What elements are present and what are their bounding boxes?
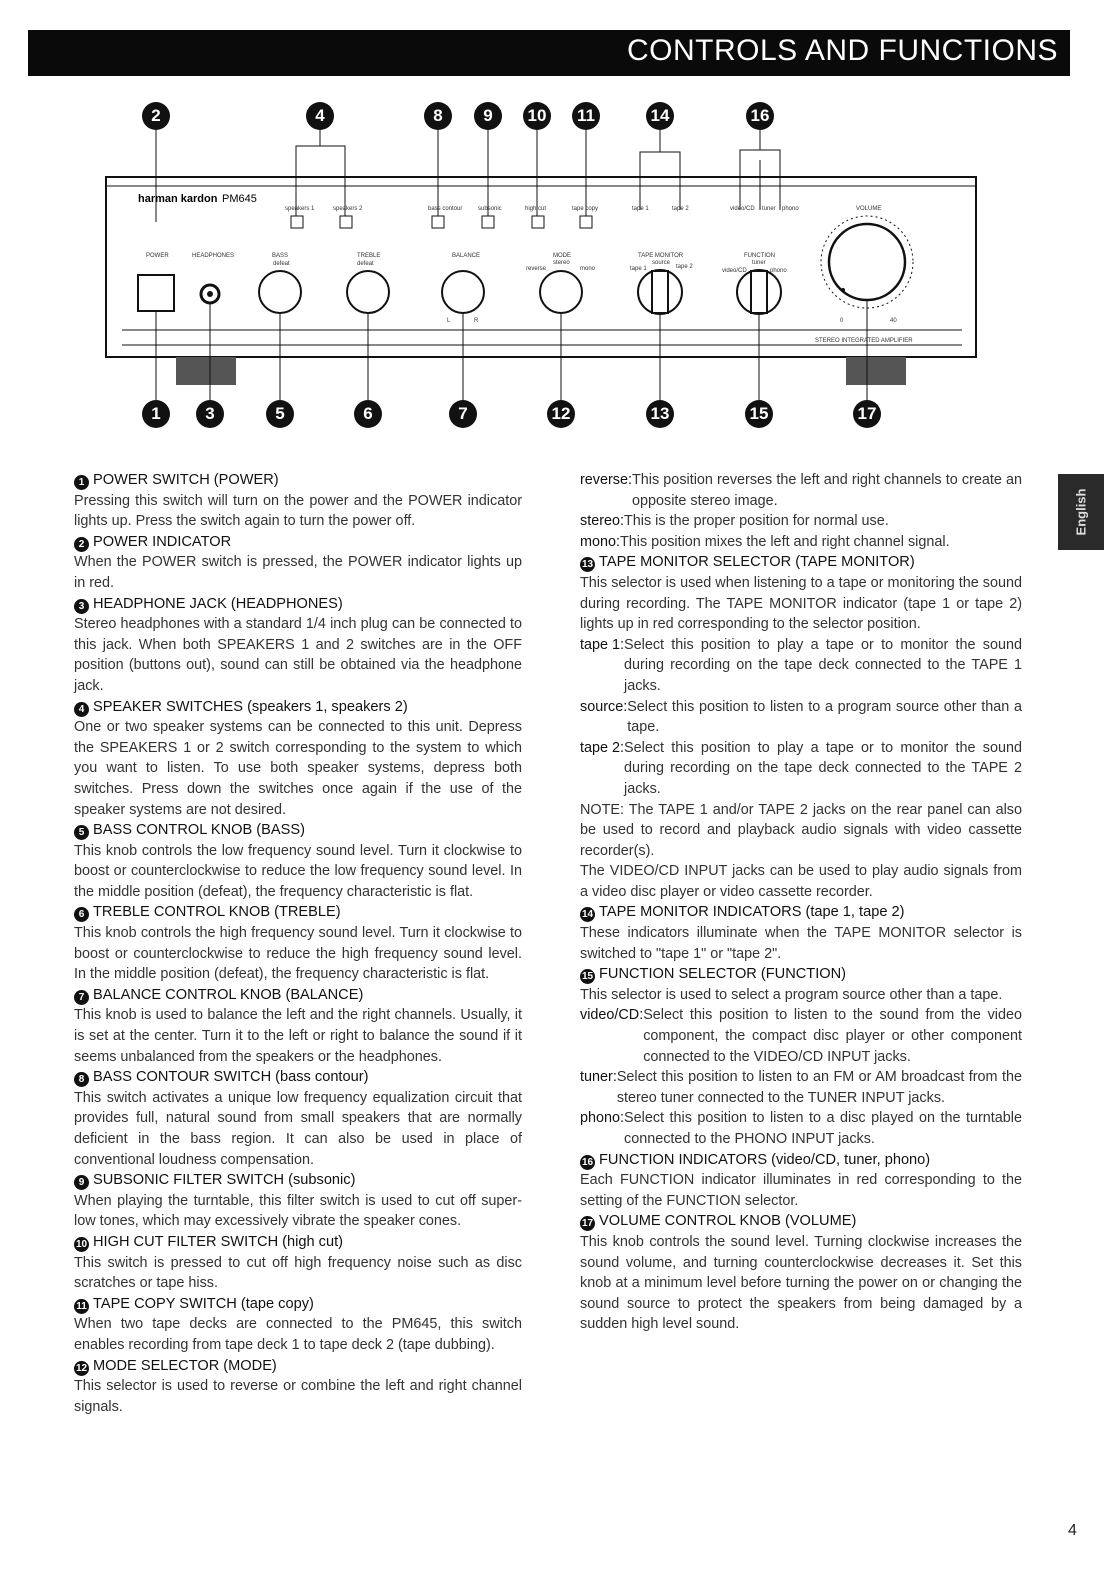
section-number: 1 xyxy=(74,475,89,490)
callout-4: 4 xyxy=(306,102,334,130)
section-volume-knob xyxy=(580,1211,1022,1335)
section-speaker-switches xyxy=(74,697,522,821)
power-switch xyxy=(138,275,174,311)
section-body: This switch is pressed to cut off high frequency noise such as disc scratches or tape hiss. xyxy=(74,1254,522,1292)
section-number: 12 xyxy=(75,1362,88,1374)
label-volume: VOLUME xyxy=(856,206,882,212)
section-treble-knob xyxy=(74,902,522,984)
section-tape-monitor-indicators xyxy=(580,902,1022,964)
section-body: This selector is used when listening to a tape or monitoring the sound during recording. The TAPE MONITOR indicator (tape 1 or tape 2) lights up in red corresponding to the selector position. xyxy=(580,574,1022,633)
def-desc: Select this position to play a tape or to monitor the sound during recording on the tape deck connected to the TAPE 2 jacks. xyxy=(624,739,1022,797)
section-body: This selector is used to reverse or combine the left and right channel signals. xyxy=(74,1378,522,1415)
def-sep: : xyxy=(639,1007,644,1024)
section-title: BASS CONTROL KNOB (BASS) xyxy=(93,822,305,839)
section-balance-knob xyxy=(74,985,522,1067)
section-number: 8 xyxy=(74,1072,89,1087)
callout-16: 16 xyxy=(746,102,774,130)
callout-13: 13 xyxy=(646,400,674,428)
page-title: CONTROLS AND FUNCTIONS xyxy=(626,34,1058,67)
section-title: HEADPHONE JACK (HEADPHONES) xyxy=(93,595,343,612)
label-vol-min: 0 xyxy=(840,318,844,324)
high-cut-button xyxy=(532,216,544,228)
section-function-selector xyxy=(580,964,1022,1149)
language-tab-label: English xyxy=(1073,488,1089,536)
section-number: 9 xyxy=(74,1175,89,1190)
callout-7: 7 xyxy=(449,400,477,428)
section-number: 10 xyxy=(75,1238,88,1250)
section-title: TAPE MONITOR SELECTOR (TAPE MONITOR) xyxy=(599,554,915,571)
callout-2: 2 xyxy=(142,102,170,130)
section-function-indicators xyxy=(580,1150,1022,1212)
section-title: POWER INDICATOR xyxy=(93,533,232,550)
section-body: One or two speaker systems can be connected to this unit. Depress the SPEAKERS 1 or 2 switch corresponding to the system to which you want to listen. To use both speaker systems, depress both switches. Press down the switches once again if the use of the speaker systems are not desired. xyxy=(74,719,522,818)
label-bass-defeat: defeat xyxy=(273,261,290,267)
label-videocd: video/CD xyxy=(730,206,755,212)
label-bass-contour: bass contour xyxy=(428,206,463,212)
left-foot xyxy=(176,357,236,385)
section-number: 6 xyxy=(74,907,89,922)
bass-knob xyxy=(259,271,301,313)
section-title: SPEAKER SWITCHES (speakers 1, speakers 2) xyxy=(93,698,408,715)
label-bass: BASS xyxy=(272,253,289,259)
section-number: 7 xyxy=(74,990,89,1005)
label-balance-l: L xyxy=(447,318,451,324)
section-number: 13 xyxy=(581,559,594,571)
left-column xyxy=(74,470,522,1417)
def-desc: Select this position to listen to the sound from the video component, the compact disc player or other component connected to the VIDEO/CD INPUT jacks. xyxy=(643,1007,1022,1065)
section-number: 5 xyxy=(74,825,89,840)
label-mode-mono: mono xyxy=(580,266,596,272)
label-treble-defeat: defeat xyxy=(357,261,374,267)
callout-8: 8 xyxy=(424,102,452,130)
section-body: This knob is used to balance the left and the right channels. Usually, it is set at the center. Turn it to the left or right to balance the sound if it seems unbalanced from the speakers or the headphones. xyxy=(74,1007,522,1065)
page-number: 4 xyxy=(1068,1522,1077,1539)
def-desc: Select this position to listen to a disc played on the turntable connected to the PHONO INPUT jacks. xyxy=(624,1110,1022,1147)
def-term: reverse xyxy=(580,472,628,488)
def-sep: : xyxy=(620,636,625,653)
label-phono: phono xyxy=(782,206,799,212)
label-speakers2: speakers 2 xyxy=(333,206,363,212)
label-tuner: tuner xyxy=(762,206,776,212)
section-title: TAPE MONITOR INDICATORS (tape 1, tape 2) xyxy=(599,904,905,921)
model-text: PM645 xyxy=(222,193,257,205)
label-tm-tape1: tape 1 xyxy=(630,266,647,272)
callout-1: 1 xyxy=(142,400,170,428)
section-title: SUBSONIC FILTER SWITCH (subsonic) xyxy=(93,1172,356,1189)
def-source xyxy=(580,697,1022,738)
section-tape-copy xyxy=(74,1294,522,1356)
label-treble: TREBLE xyxy=(357,253,381,259)
def-tuner xyxy=(580,1067,1022,1108)
section-bass-knob xyxy=(74,820,522,902)
callout-12: 12 xyxy=(547,400,575,428)
section-bass-contour xyxy=(74,1067,522,1170)
def-desc: This position reverses the left and right channels to create an opposite stereo image. xyxy=(632,472,1022,509)
label-mode-stereo: stereo xyxy=(553,260,570,266)
section-high-cut xyxy=(74,1232,522,1294)
section-mode-selector xyxy=(74,1356,522,1418)
label-high-cut: high cut xyxy=(525,206,547,212)
section-title: TAPE COPY SWITCH (tape copy) xyxy=(93,1295,314,1312)
def-sep: : xyxy=(623,698,628,715)
def-term: phono xyxy=(580,1110,621,1127)
def-term: mono xyxy=(580,533,616,550)
note-2: The VIDEO/CD INPUT jacks can be used to play audio signals from a video disc player or video cassette recorder. xyxy=(580,863,1022,900)
label-balance: BALANCE xyxy=(452,253,481,259)
note-text: The TAPE 1 and/or TAPE 2 jacks on the rear panel can also be used to record and playback audio signals with video cassette recorder(s). xyxy=(580,801,1022,859)
section-body: Pressing this switch will turn on the power and the POWER indicator lights up. Press the switch again to turn the power off. xyxy=(74,492,522,530)
def-reverse xyxy=(580,470,1022,511)
callout-10: 10 xyxy=(523,102,551,130)
callout-17: 17 xyxy=(853,400,881,428)
label-fn-phono: phono xyxy=(770,268,787,274)
section-body: These indicators illuminate when the TAPE MONITOR selector is switched to "tape 1" or "tape 2". xyxy=(580,925,1022,962)
def-desc: This is the proper position for normal use. xyxy=(624,513,889,530)
label-balance-r: R xyxy=(474,318,479,324)
def-videocd xyxy=(580,1005,1022,1067)
label-function: FUNCTION xyxy=(744,253,775,259)
section-power-switch xyxy=(74,470,522,532)
section-body: Stereo headphones with a standard 1/4 inch plug can be connected to this jack. When both SPEAKERS 1 and 2 switches are in the OFF position (buttons out), sound can still be obtained via the headphone jack. xyxy=(74,616,522,694)
right-foot xyxy=(846,357,906,385)
section-number: 3 xyxy=(74,599,89,614)
tape-monitor-knob xyxy=(638,270,682,314)
label-fn-tuner: tuner xyxy=(752,260,766,266)
mode-knob xyxy=(540,271,582,313)
section-body: This knob controls the high frequency sound level. Turn it clockwise to boost or counterclockwise to reduce the high frequency sound level. In the middle position (defeat), the frequency characteristic is flat. xyxy=(74,925,522,983)
section-body: This selector is used to select a program source other than a tape. xyxy=(580,986,1003,1003)
def-desc: Select this position to listen to a program source other than a tape. xyxy=(627,698,1022,736)
def-term: stereo xyxy=(580,513,620,530)
callout-9: 9 xyxy=(474,102,502,130)
section-body: This knob controls the low frequency sound level. Turn it clockwise to boost or counterclockwise to reduce the low frequency sound level. In the middle position (defeat), the frequency characteristic is flat. xyxy=(74,842,522,900)
label-subsonic: subsonic xyxy=(478,206,502,212)
volume-knob xyxy=(829,224,905,300)
section-title: BALANCE CONTROL KNOB (BALANCE) xyxy=(93,986,364,1003)
def-desc: Select this position to listen to an FM or AM broadcast from the stereo tuner connected to the TUNER INPUT jacks. xyxy=(616,1069,1022,1106)
callout-6: 6 xyxy=(354,400,382,428)
def-sep: : xyxy=(620,513,624,530)
speakers2-button xyxy=(340,216,352,228)
section-power-indicator xyxy=(74,532,522,594)
def-term: tape 2 xyxy=(580,739,621,756)
amplifier-diagram xyxy=(0,0,1118,460)
section-title: TREBLE CONTROL KNOB (TREBLE) xyxy=(93,904,341,921)
label-speakers1: speakers 1 xyxy=(285,206,315,212)
def-mono xyxy=(580,532,1022,553)
callout-5: 5 xyxy=(266,400,294,428)
subsonic-button xyxy=(482,216,494,228)
section-number: 11 xyxy=(74,1299,89,1314)
def-desc: This position mixes the left and right channel signal. xyxy=(620,533,950,550)
section-body: When the POWER switch is pressed, the POWER indicator lights up in red. xyxy=(74,554,522,591)
bass-contour-button xyxy=(432,216,444,228)
def-sep: : xyxy=(620,1110,625,1127)
section-title: BASS CONTOUR SWITCH (bass contour) xyxy=(93,1069,369,1086)
callout-14: 14 xyxy=(646,102,674,130)
def-stereo xyxy=(580,511,1022,532)
label-fn-video: video/CD xyxy=(722,268,747,274)
section-title: POWER SWITCH (POWER) xyxy=(93,472,279,488)
label-tm-source: source xyxy=(652,260,671,266)
section-title: VOLUME CONTROL KNOB (VOLUME) xyxy=(599,1213,857,1230)
section-headphone-jack xyxy=(74,594,522,697)
section-number: 16 xyxy=(581,1156,594,1168)
section-number: 4 xyxy=(74,702,89,717)
note-label: NOTE: xyxy=(580,801,624,818)
label-footer: STEREO INTEGRATED AMPLIFIER xyxy=(815,338,913,344)
label-tape-monitor: TAPE MONITOR xyxy=(638,253,684,259)
section-body: When playing the turntable, this filter switch is used to cut off super-low tones, which may excessively vibrate the speaker cones. xyxy=(74,1192,522,1230)
callout-11: 11 xyxy=(572,102,600,130)
speakers1-button xyxy=(291,216,303,228)
def-sep: : xyxy=(620,739,625,756)
section-number: 14 xyxy=(581,909,594,921)
section-tape-monitor-selector xyxy=(580,552,1022,902)
def-desc: Select this position to play a tape or to monitor the sound during recording on the tape deck connected to the TAPE 1 jacks. xyxy=(624,636,1022,694)
def-term: tuner xyxy=(580,1069,613,1086)
balance-knob xyxy=(442,271,484,313)
section-body: This knob controls the sound level. Turning clockwise increases the sound volume, and turning counterclockwise decreases it. Set this knob at a minimum level before turning the power on or changing the sound source to protect the speakers from being damaged by a sudden high level sound. xyxy=(580,1233,1022,1333)
def-tape2 xyxy=(580,738,1022,800)
note xyxy=(580,800,1022,862)
language-tab xyxy=(1058,474,1104,550)
section-title: MODE SELECTOR (MODE) xyxy=(93,1357,277,1374)
section-title: HIGH CUT FILTER SWITCH (high cut) xyxy=(93,1233,344,1250)
section-body: This switch activates a unique low frequency equalization circuit that provides full, natural sound from small speakers that are normally deficient in the bass region. It can also be used in place of conventional loudness compensation. xyxy=(74,1089,522,1168)
section-number: 17 xyxy=(581,1218,594,1230)
tape-copy-button xyxy=(580,216,592,228)
def-sep: : xyxy=(616,533,620,550)
label-vol-max: 40 xyxy=(890,318,897,324)
def-tape1 xyxy=(580,635,1022,697)
label-tape1: tape 1 xyxy=(632,206,649,212)
def-sep: : xyxy=(628,472,632,488)
section-number: 15 xyxy=(581,971,594,983)
right-column xyxy=(580,470,1022,1335)
label-mode: MODE xyxy=(553,253,571,259)
label-power: POWER xyxy=(146,253,169,259)
section-body: When two tape decks are connected to the PM645, this switch enables recording from tape deck 1 to tape deck 2 (tape dubbing). xyxy=(74,1316,522,1353)
label-tape-copy: tape copy xyxy=(572,206,599,212)
section-title: FUNCTION SELECTOR (FUNCTION) xyxy=(599,966,847,983)
section-number: 2 xyxy=(74,537,89,552)
section-subsonic xyxy=(74,1170,522,1232)
treble-knob xyxy=(347,271,389,313)
section-title: FUNCTION INDICATORS (video/CD, tuner, phono) xyxy=(599,1151,931,1168)
callout-3: 3 xyxy=(196,400,224,428)
callout-15: 15 xyxy=(745,400,773,428)
def-term: video/CD xyxy=(580,1007,640,1024)
brand-text: harman kardon xyxy=(138,193,218,205)
section-body: Each FUNCTION indicator illuminates in red corresponding to the setting of the FUNCTION selector. xyxy=(580,1172,1022,1209)
def-phono xyxy=(580,1108,1022,1149)
def-term: tape 1 xyxy=(580,636,621,653)
def-sep: : xyxy=(612,1069,617,1086)
label-headphones: HEADPHONES xyxy=(192,253,235,259)
def-term: source xyxy=(580,698,624,715)
label-mode-reverse: reverse xyxy=(526,266,547,272)
function-knob xyxy=(737,270,781,314)
label-tape2: tape 2 xyxy=(672,206,689,212)
label-tm-tape2: tape 2 xyxy=(676,264,693,270)
